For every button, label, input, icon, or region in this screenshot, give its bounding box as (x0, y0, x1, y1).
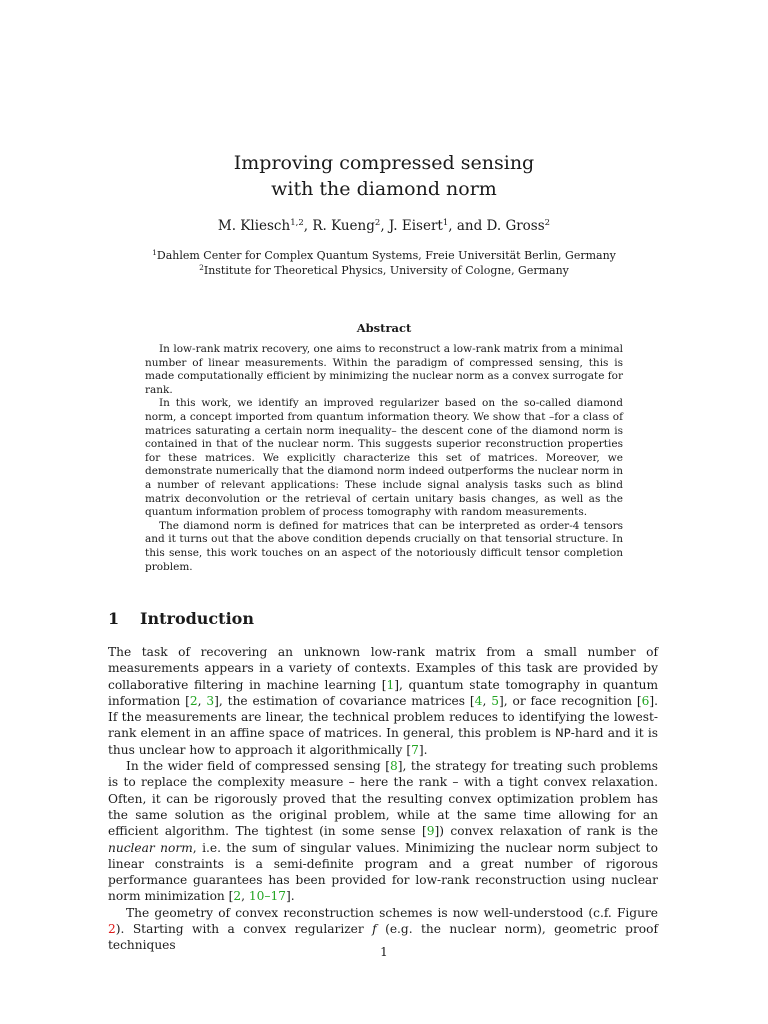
citation-link[interactable]: 9 (426, 824, 435, 839)
citation-link[interactable]: 10–17 (248, 889, 287, 904)
affiliation-line (0, 248, 768, 263)
author-name: J. Eisert (388, 218, 443, 234)
body-paragraph: The task of recovering an unknown low-rank matrix from a small number of measurements appears in a variety of contexts. Examples of this task are provided by collaborative filtering in machine learning [1], quantum state tomography in quantum information [2, 3], the estimation of covariance matrices [4, 5], or face recognition [6]. If the measurements are linear, the technical problem reduces to identifying the lowest-rank element in an affine space of matrices. In general, this problem is NP-hard and it is thus unclear how to approach it algorithmically [7]. (108, 645, 659, 757)
text-run: The geometry of convex reconstruction schemes is now well-understood (c.f. Figure (126, 905, 658, 920)
section-number: 1 (108, 609, 120, 628)
math-symbol: f (372, 922, 377, 937)
author-affiliation-mark: 2 (544, 218, 551, 228)
text-run: ], the strategy for treating such problems is to replace the complexity measure – here the rank – with a tight convex relaxation. Often, it can be rigorously proved that the resulting convex optimization problem has the same solution as the original problem, while at the same time allowing for an efficient algorithm. The tightest (in some sense [ (108, 759, 658, 839)
author-affiliation-mark: 2 (374, 218, 381, 228)
text-run: ], the estimation of covariance matrices [ (214, 693, 475, 708)
affiliation-line (0, 263, 768, 278)
paper-title (0, 150, 768, 202)
author-name: R. Kueng (312, 218, 375, 234)
citation-link[interactable]: 2 (233, 889, 242, 904)
abstract-heading: Abstract (356, 321, 412, 335)
citation-link[interactable]: 4 (474, 693, 483, 708)
text-run: In the wider field of compressed sensing [ (126, 759, 390, 774)
title-line-1: Improving compressed sensing (233, 152, 535, 174)
title-line-2: with the diamond norm (271, 178, 497, 200)
author-affiliation-mark: 1,2 (290, 218, 304, 228)
figure-reference-link[interactable]: 2 (108, 922, 116, 937)
author-separator: , and (448, 218, 487, 234)
citation-link[interactable]: 8 (389, 759, 398, 774)
citation-link[interactable]: 1 (386, 677, 395, 692)
affiliation-text: Institute for Theoretical Physics, University of Cologne, Germany (203, 264, 569, 277)
affiliation-text: Dahlem Center for Complex Quantum Systems, Freie Universität Berlin, Germany (156, 249, 616, 262)
abstract-paragraph: The diamond norm is defined for matrices that can be interpreted as order-4 tensors and it turns out that the above condition depends crucially on that tensorial structure. In this sense, this work touches on an aspect of the notoriously difficult tensor completion problem. (145, 519, 623, 573)
text-run: ], or face recognition [ (498, 693, 642, 708)
citation-link[interactable]: 3 (206, 693, 215, 708)
citation-link[interactable]: 7 (411, 742, 419, 757)
body-paragraph: In the wider field of compressed sensing [8], the strategy for treating such problems is to replace the complexity measure – here the rank – with a tight convex relaxation. Often, it can be rigorously proved that the resulting convex optimization problem has the same solution as the original problem, while at the same time allowing for an efficient algorithm. The tightest (in some sense [9]) convex relaxation of rank is the nuclear norm, i.e. the sum of singular values. Minimizing the nuclear norm subject to linear constraints is a semi-definite program and a great number of rigorous performance guarantees has been provided for low-rank reconstruction using nuclear norm minimization [2, 10–17]. (108, 759, 659, 904)
text-run: ]. (286, 889, 295, 904)
section-title: Introduction (140, 609, 254, 628)
citation-link[interactable]: 2 (189, 693, 198, 708)
affiliation-mark: 2 (199, 263, 204, 272)
emphasized-term: nuclear norm (108, 840, 193, 855)
abstract-paragraph: In this work, we identify an improved regularizer based on the so-called diamond norm, a concept imported from quantum information theory. We show that –for a class of matrices saturating a certain norm inequality– the descent cone of the diamond norm is contained in that of the nuclear norm. This suggests superior reconstruction properties for these matrices. We explicitly characterize this set of matrices. Moreover, we demonstrate numerically that the diamond norm indeed outperforms the nuclear norm in a number of relevant applications: These include signal analysis tasks such as blind matrix deconvolution or the retrieval of certain unitary basis changes, as well as the quantum information problem of process tomography with random measurements. (145, 397, 623, 519)
text-run: ]. If the measurements are linear, the technical problem reduces to identifying the lowest-rank element in an affine space of matrices. In general, this problem is (108, 693, 659, 741)
text-run: ], quantum state tomography in quantum information [ (108, 677, 658, 708)
citation-link[interactable]: 5 (491, 693, 499, 708)
text-run: ]) convex relaxation of rank is the (434, 824, 659, 839)
section-heading (108, 609, 254, 628)
complexity-class: NP (555, 726, 571, 741)
abstract-paragraph: In low-rank matrix recovery, one aims to reconstruct a low-rank matrix from a minimal number of linear measurements. Within the paradigm of compressed sensing, this is made computationally efficient by minimizing the nuclear norm as a convex surrogate for rank. (145, 343, 623, 396)
affiliations (0, 248, 768, 278)
affiliation-mark: 1 (152, 248, 157, 257)
text-run: (e.g. the nuclear norm), geometric proof techniques (108, 922, 658, 953)
page-number: 1 (380, 945, 388, 959)
text-run: , i.e. the sum of singular values. Minimizing the nuclear norm subject to linear constraints is a semi-definite program and a great number of rigorous performance guarantees has been provided for low-rank reconstruction using nuclear norm minimization [ (108, 840, 659, 904)
introduction-body (108, 644, 658, 954)
author-affiliation-mark: 1 (442, 218, 449, 228)
author-list (0, 217, 768, 235)
text-run: ]. (418, 742, 428, 757)
text-run: ). Starting with a convex regularizer (115, 922, 373, 937)
text-run: -hard and it is thus unclear how to approach it algorithmically [ (108, 726, 658, 757)
author-separator: , (380, 218, 389, 234)
author-name: M. Kliesch (217, 218, 291, 234)
author-separator: , (303, 218, 313, 234)
author-name: D. Gross (486, 218, 545, 234)
text-run: The task of recovering an unknown low-rank matrix from a small number of measurements appears in a variety of contexts. Examples of this task are provided by collaborative filtering in machine learning [ (108, 645, 658, 692)
abstract-body (145, 343, 623, 574)
citation-link[interactable]: 6 (641, 693, 650, 708)
